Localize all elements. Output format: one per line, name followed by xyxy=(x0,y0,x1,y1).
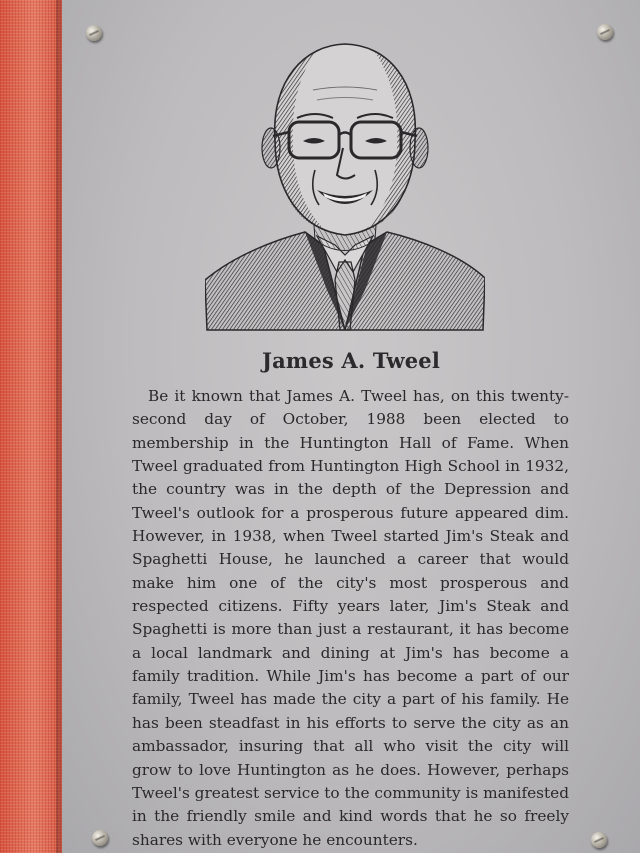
portrait-sketch-icon xyxy=(205,40,485,335)
plaque-inscription: Be it known that James A. Tweel has, on this twenty-second day of October, 1988 been elected to membership in the Huntington Hall of Fame. When Tweel graduated from Huntington High School in 1932, the country was in the depth of the Depression and Tweel's outlook for a prosperous future appeared dim. However, in 1938, when Tweel started Jim's Steak and Spaghetti House, he launched a career that would make him one of the city's most prosperous and respected citizens. Fifty years later, Jim's Steak and Spaghetti is more than just a restaurant, it has become a local landmark and dining at Jim's has become a family tradition. While Jim's has become a part of our family, Tweel has made the city a part of his family. He has been steadfast in his efforts to serve the city as an ambassador, insuring that all who visit the city will grow to love Huntington as he does. However, perhaps Tweel's greatest service to the community is manifested in the friendly smile and kind words that he so freely shares with everyone he encounters. xyxy=(132,387,569,849)
red-fabric-wall xyxy=(0,0,62,853)
screw-icon-top-left xyxy=(86,25,102,41)
screw-icon-bottom-left xyxy=(92,830,108,846)
inductee-name: James A. Tweel xyxy=(261,348,441,373)
screw-icon-top-right xyxy=(597,24,613,40)
screw-icon-bottom-right xyxy=(591,832,607,848)
